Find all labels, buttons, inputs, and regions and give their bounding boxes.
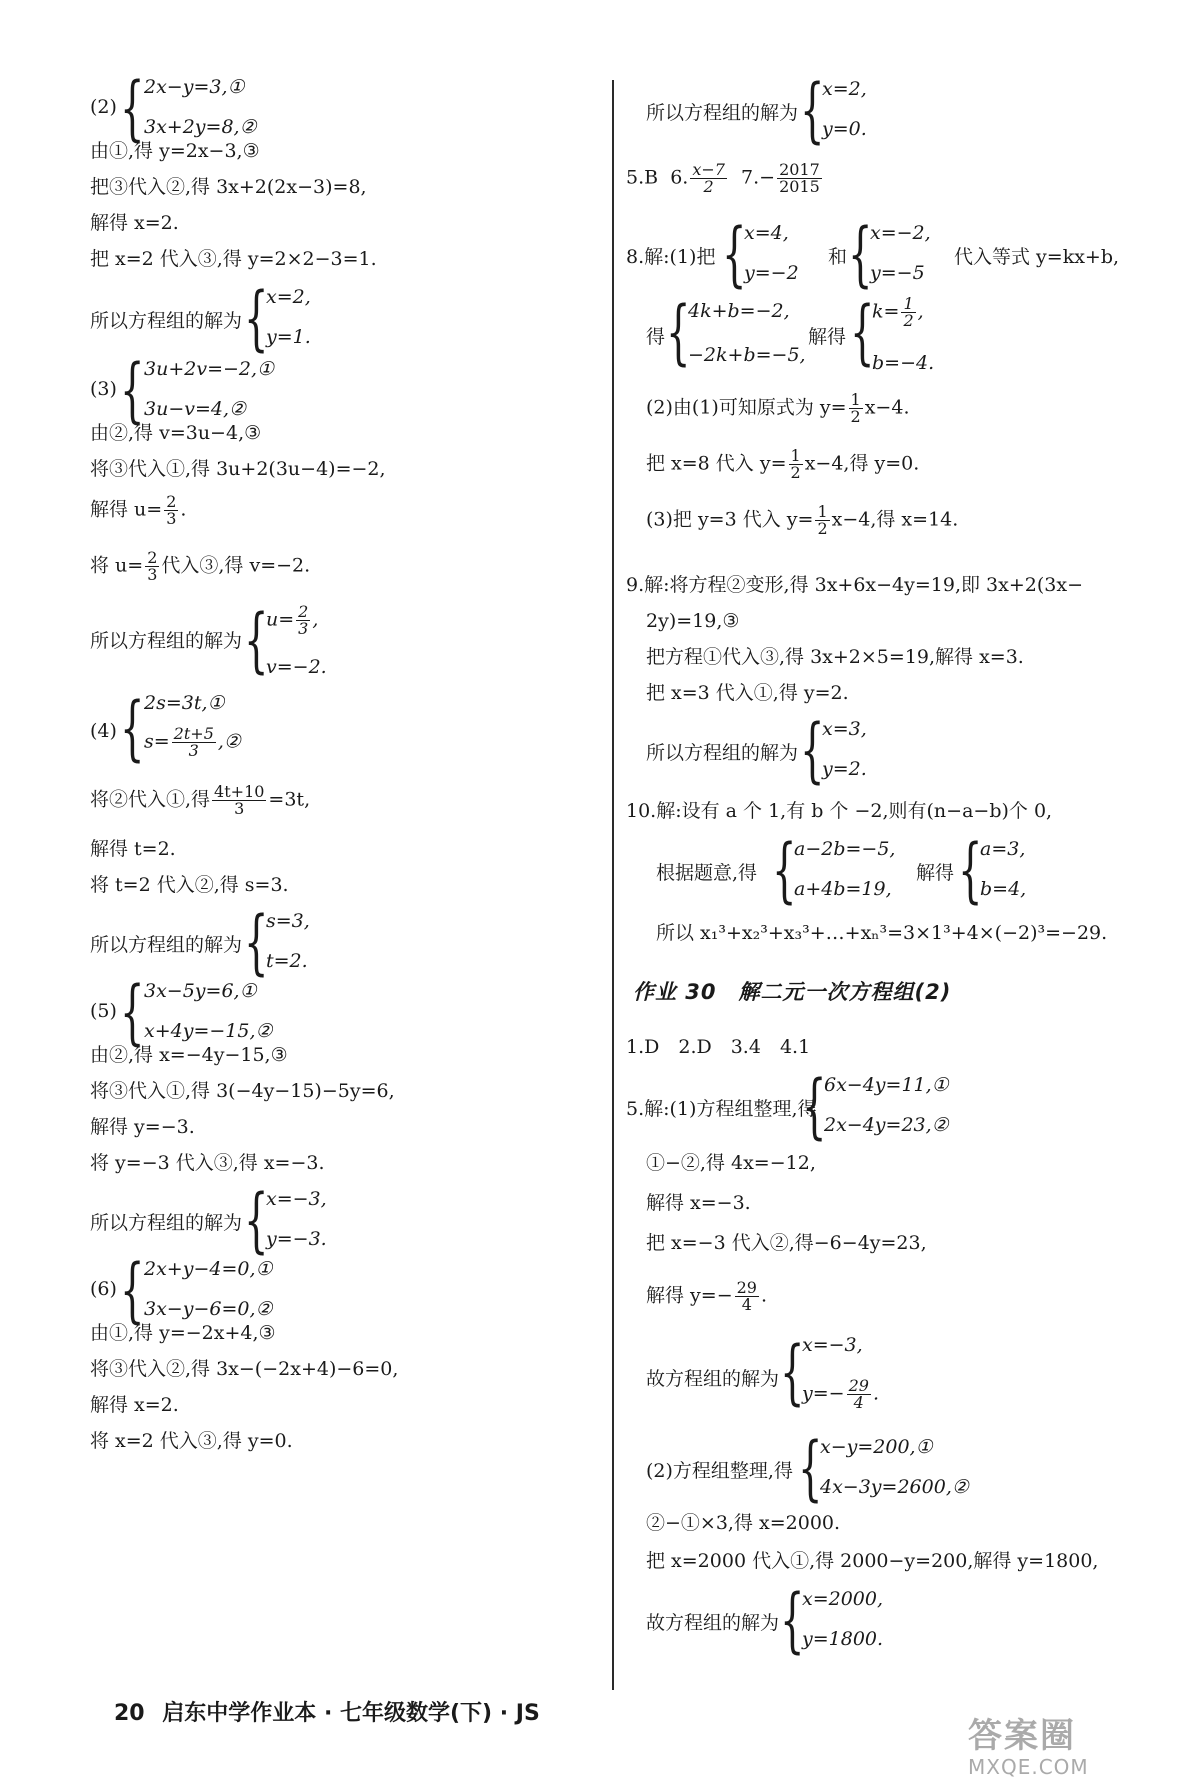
brace-icon: { xyxy=(802,1065,827,1147)
brace-icon: { xyxy=(244,277,269,359)
solution-step: 把方程①代入③,得 3x+2×5=19,解得 x=3. xyxy=(646,646,1024,668)
brace-icon: { xyxy=(848,213,873,295)
solution-step: 2y)=19,③ xyxy=(646,610,740,632)
question-9-line: 9.解:将方程②变形,得 3x+6x−4y=19,即 3x+2(3x− xyxy=(626,574,1084,596)
solution-step: 把 x=−3 代入②,得−6−4y=23, xyxy=(646,1232,927,1254)
brace-icon: { xyxy=(850,291,875,373)
section-heading: 作业 30 解二元一次方程组(2) xyxy=(633,980,952,1004)
solution-step: 解得 x=2. xyxy=(90,1394,179,1416)
solution-step: 解得 y=−3. xyxy=(90,1116,195,1138)
fraction: $\frac{29}{4}$ xyxy=(736,1278,757,1314)
brace-icon: { xyxy=(780,1331,805,1413)
solution-step: 把 x=2000 代入①,得 2000−y=200,解得 y=1800, xyxy=(646,1550,1099,1572)
brace-icon: { xyxy=(722,213,747,295)
brace-icon: { xyxy=(800,69,825,151)
brace-icon: { xyxy=(120,349,145,431)
solution-step: (2)由(1)可知原式为 y= $\frac{1}{2}$ x−4. xyxy=(646,390,910,426)
brace-icon: { xyxy=(780,1579,805,1661)
brace-icon: { xyxy=(120,687,145,769)
fraction: $\frac{4t+10}{3}$ xyxy=(214,782,265,818)
page-footer xyxy=(114,1696,540,1727)
fraction: $\frac{1}{2}$ xyxy=(850,390,861,426)
book-title: 启东中学作业本 · 七年级数学(下) · JS xyxy=(162,1701,540,1726)
solution-step: 解得 x=2. xyxy=(90,212,179,234)
solution-step: 解得 t=2. xyxy=(90,838,176,860)
solution-step: 把 x=2 代入③,得 y=2×2−3=1. xyxy=(90,248,377,270)
solution-step: 由①,得 y=2x−3,③ xyxy=(90,140,260,162)
brace-icon: { xyxy=(958,829,983,911)
answers-5-7: 5.B 6. $\frac{x-7}{2}$ 7.− $\frac{2017}{2015}$ xyxy=(626,160,820,196)
page-number: 20 xyxy=(114,1701,145,1726)
fraction: $\frac{29}{4}$ xyxy=(848,1376,869,1412)
fraction: $\frac{1}{2}$ xyxy=(817,502,828,538)
solution-step: 解得 x=−3. xyxy=(646,1192,751,1214)
solution-step: 把③代入②,得 3x+2(2x−3)=8, xyxy=(90,176,367,198)
solution-step: 解得 y=− $\frac{29}{4}$ . xyxy=(646,1278,768,1314)
solution-step: 解得 u= $\frac{2}{3}$ . xyxy=(90,492,187,528)
solution-step: 将③代入②,得 3x−(−2x+4)−6=0, xyxy=(90,1358,399,1380)
brace-icon: { xyxy=(244,901,269,983)
brace-icon: { xyxy=(800,709,825,791)
question-10-line: 10.解:设有 a 个 1,有 b 个 −2,则有(n−a−b)个 0, xyxy=(626,800,1053,822)
brace-icon: { xyxy=(120,67,145,149)
solution-step: 将③代入①,得 3(−4y−15)−5y=6, xyxy=(90,1080,395,1102)
solution-step: 将③代入①,得 3u+2(3u−4)=−2, xyxy=(90,458,386,480)
brace-icon: { xyxy=(666,291,691,373)
solution-step: 由①,得 y=−2x+4,③ xyxy=(90,1322,276,1344)
answers-1-4: 1.D 2.D 3.4 4.1 xyxy=(626,1036,811,1058)
watermark-logo: 答案圈 MXQE.COM xyxy=(968,1716,1089,1779)
column-divider xyxy=(612,80,614,1690)
solution-step: 将 u= $\frac{2}{3}$ 代入③,得 v=−2. xyxy=(90,548,311,584)
solution-step: 由②,得 v=3u−4,③ xyxy=(90,422,262,444)
solution-step: 将 x=2 代入③,得 y=0. xyxy=(90,1430,293,1452)
solution-step: 由②,得 x=−4y−15,③ xyxy=(90,1044,288,1066)
brace-icon: { xyxy=(120,971,145,1053)
solution-step: 所以 x₁³+x₂³+x₃³+…+xₙ³=3×1³+4×(−2)³=−29. xyxy=(656,922,1108,944)
brace-icon: { xyxy=(244,599,269,681)
solution-step: ①−②,得 4x=−12, xyxy=(646,1152,816,1174)
brace-icon: { xyxy=(798,1427,823,1509)
solution-step: 把 x=3 代入①,得 y=2. xyxy=(646,682,849,704)
solution-step: 将 y=−3 代入③,得 x=−3. xyxy=(90,1152,325,1174)
fraction: $\frac{2}{3}$ xyxy=(147,548,158,584)
solution-step: 把 x=8 代入 y= $\frac{1}{2}$ x−4,得 y=0. xyxy=(646,446,920,482)
fraction: $\frac{x-7}{2}$ xyxy=(692,160,725,196)
fraction: $\frac{2017}{2015}$ xyxy=(779,160,820,196)
solution-step: ②−①×3,得 x=2000. xyxy=(646,1512,841,1534)
brace-icon: { xyxy=(120,1249,145,1331)
solution-step: (3)把 y=3 代入 y= $\frac{1}{2}$ x−4,得 x=14. xyxy=(646,502,959,538)
fraction: $\frac{1}{2}$ xyxy=(790,446,801,482)
fraction: $\frac{2}{3}$ xyxy=(166,492,177,528)
fraction: $\frac{2}{3}$ xyxy=(298,602,309,638)
fraction: $\frac{2t+5}{3}$ xyxy=(173,724,214,760)
brace-icon: { xyxy=(772,829,797,911)
solution-step: 将②代入①,得 $\frac{4t+10}{3}$ =3t, xyxy=(90,782,311,818)
brace-icon: { xyxy=(244,1179,269,1261)
fraction: $\frac{1}{2}$ xyxy=(903,294,914,330)
solution-step: 将 t=2 代入②,得 s=3. xyxy=(90,874,289,896)
